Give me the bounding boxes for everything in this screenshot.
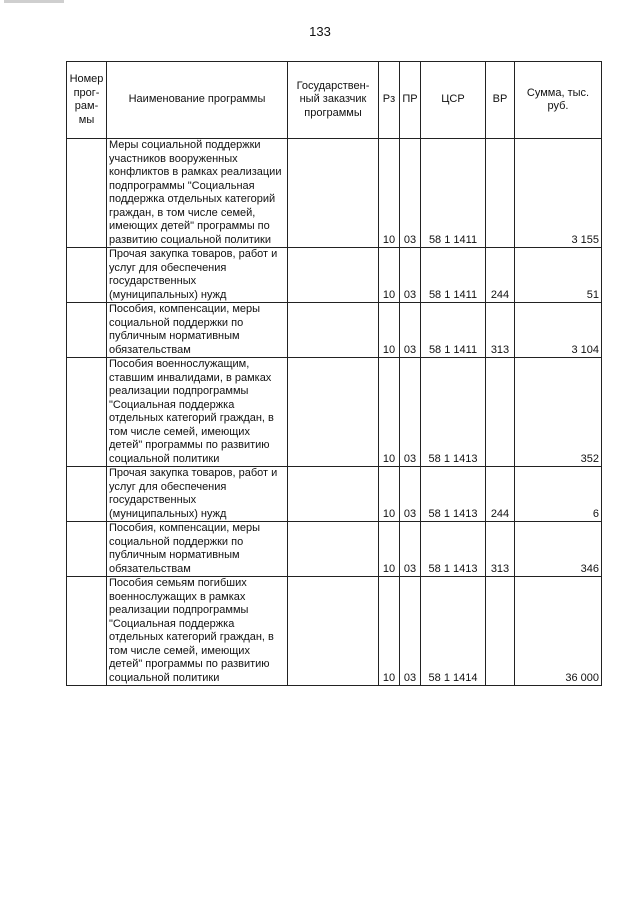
program-number-cell (67, 358, 107, 467)
table-row (67, 248, 602, 303)
header-csr: ЦСР (421, 62, 486, 139)
rz-cell: 10 (379, 303, 400, 358)
program-number-cell (67, 467, 107, 522)
program-name-cell: Пособия, компенсации, меры социальной поддержки по публичным нормативным обязательствам (107, 303, 288, 358)
pr-cell: 03 (400, 248, 421, 303)
csr-cell: 58 1 1411 (421, 303, 486, 358)
rz-cell: 10 (379, 248, 400, 303)
pr-cell: 03 (400, 577, 421, 686)
table-row (67, 303, 602, 358)
vr-cell (486, 358, 515, 467)
csr-cell: 58 1 1413 (421, 467, 486, 522)
table-row (67, 577, 602, 686)
pr-cell: 03 (400, 467, 421, 522)
vr-cell (486, 139, 515, 248)
scan-artifact (4, 0, 64, 3)
program-name-cell: Пособия, компенсации, меры социальной поддержки по публичным нормативным обязательствам (107, 522, 288, 577)
program-number-cell (67, 139, 107, 248)
csr-cell: 58 1 1413 (421, 358, 486, 467)
page-number: 133 (309, 24, 331, 39)
header-rz: Рз (379, 62, 400, 139)
rz-cell: 10 (379, 522, 400, 577)
table-header-row (67, 62, 602, 139)
csr-cell: 58 1 1413 (421, 522, 486, 577)
pr-cell: 03 (400, 139, 421, 248)
program-name-cell: Меры социальной поддержки участников вооруженных конфликтов в рамках реализации подпрограммы "Социальная поддержка отдельных категорий граждан, в том числе семей, имеющих детей" программы по развитию социальной политики (107, 139, 288, 248)
amount-cell: 51 (515, 248, 602, 303)
header-program-name: Наименование программы (107, 62, 288, 139)
amount-cell: 36 000 (515, 577, 602, 686)
rz-cell: 10 (379, 358, 400, 467)
pr-cell: 03 (400, 358, 421, 467)
program-number-cell (67, 577, 107, 686)
header-vr: ВР (486, 62, 515, 139)
amount-cell: 3 104 (515, 303, 602, 358)
program-number-cell (67, 303, 107, 358)
program-name-cell: Пособия военнослужащим, ставшим инвалидами, в рамках реализации подпрограммы "Социальная поддержка отдельных категорий граждан, в том числе семей, имеющих детей" программы по развитию социальной политики (107, 358, 288, 467)
rz-cell: 10 (379, 467, 400, 522)
header-amount: Сумма, тыс. руб. (515, 62, 602, 139)
amount-cell: 352 (515, 358, 602, 467)
csr-cell: 58 1 1411 (421, 248, 486, 303)
program-number-cell (67, 522, 107, 577)
customer-cell (288, 248, 379, 303)
rz-cell: 10 (379, 139, 400, 248)
amount-cell: 346 (515, 522, 602, 577)
customer-cell (288, 358, 379, 467)
customer-cell (288, 303, 379, 358)
table-row (67, 139, 602, 248)
rz-cell: 10 (379, 577, 400, 686)
program-name-cell: Прочая закупка товаров, работ и услуг для обеспечения государственных (муниципальных) нужд (107, 248, 288, 303)
table-row (67, 467, 602, 522)
pr-cell: 03 (400, 303, 421, 358)
customer-cell (288, 139, 379, 248)
customer-cell (288, 577, 379, 686)
vr-cell: 244 (486, 467, 515, 522)
budget-table (66, 61, 602, 686)
table-row (67, 358, 602, 467)
amount-cell: 3 155 (515, 139, 602, 248)
vr-cell: 244 (486, 248, 515, 303)
header-customer: Государствен-ный заказчик программы (288, 62, 379, 139)
vr-cell: 313 (486, 303, 515, 358)
header-pr: ПР (400, 62, 421, 139)
vr-cell: 313 (486, 522, 515, 577)
pr-cell: 03 (400, 522, 421, 577)
amount-cell: 6 (515, 467, 602, 522)
program-name-cell: Пособия семьям погибших военнослужащих в рамках реализации подпрограммы "Социальная поддержка отдельных категорий граждан, в том числе семей, имеющих детей" программы по развитию социальной политики (107, 577, 288, 686)
header-program-number: Номер прог-рам-мы (67, 62, 107, 139)
csr-cell: 58 1 1411 (421, 139, 486, 248)
vr-cell (486, 577, 515, 686)
customer-cell (288, 522, 379, 577)
program-name-cell: Прочая закупка товаров, работ и услуг для обеспечения государственных (муниципальных) нужд (107, 467, 288, 522)
customer-cell (288, 467, 379, 522)
csr-cell: 58 1 1414 (421, 577, 486, 686)
program-number-cell (67, 248, 107, 303)
table-row (67, 522, 602, 577)
